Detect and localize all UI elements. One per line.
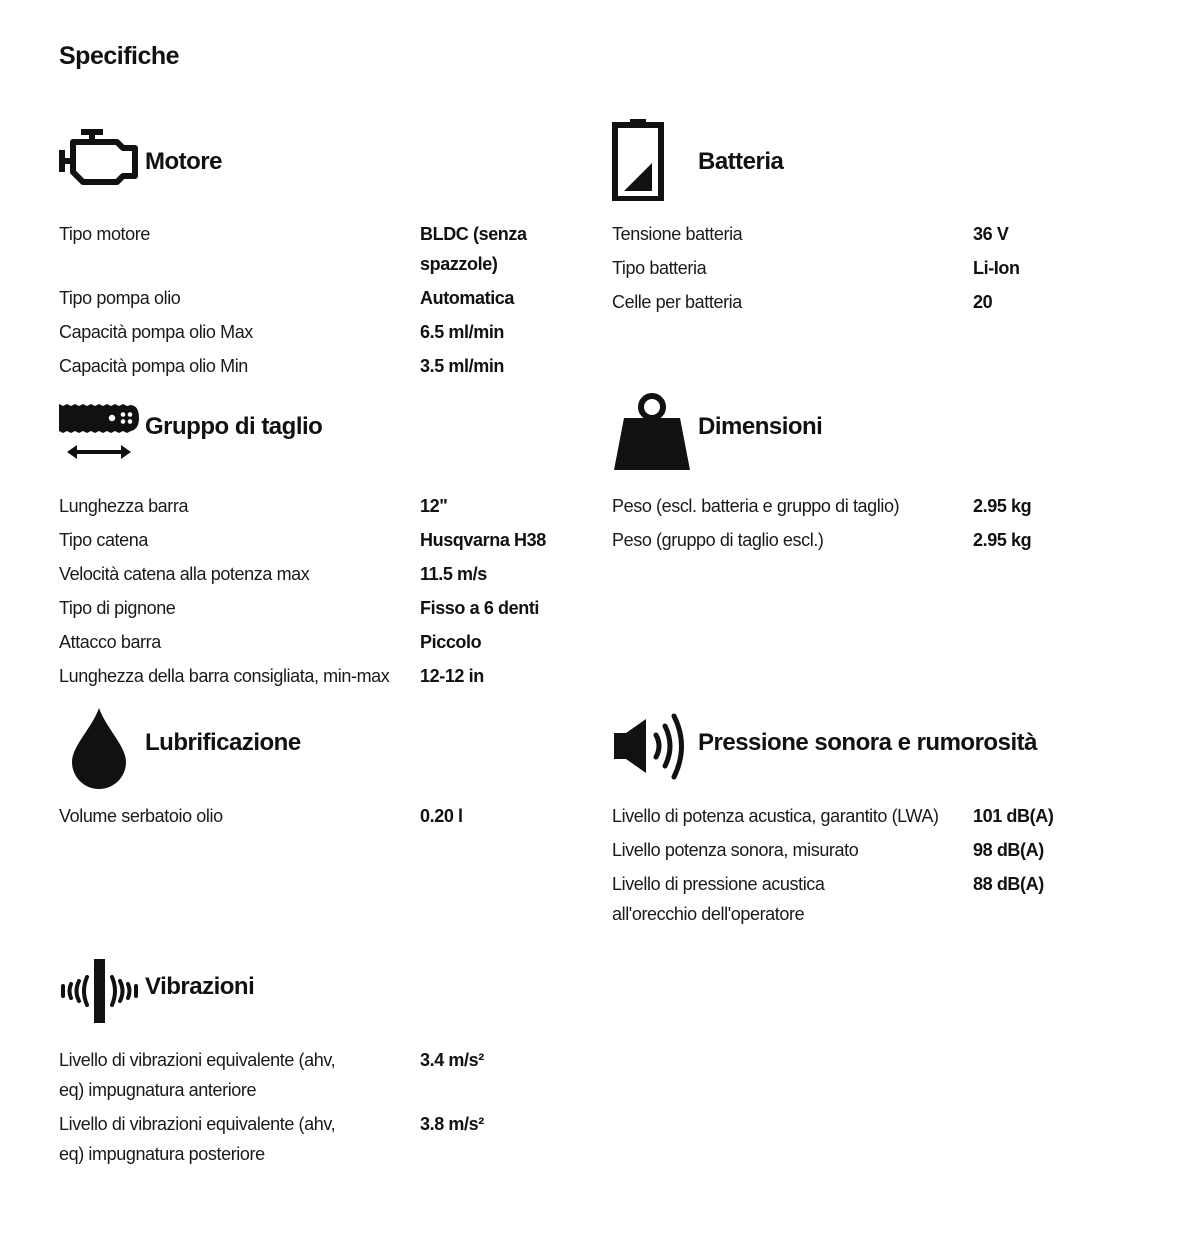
spec-label: Tipo batteria	[612, 258, 707, 278]
spec-value: 12-12 in	[420, 666, 484, 686]
spec-row	[612, 253, 1112, 283]
spec-row	[612, 491, 1112, 521]
spec-value: 101 dB(A)	[973, 806, 1054, 826]
spec-label: Peso (escl. batteria e gruppo di taglio)	[612, 496, 900, 516]
spec-label: Lunghezza della barra consigliata, min-max	[59, 666, 390, 686]
spec-value: Fisso a 6 denti	[420, 598, 540, 618]
section-gruppo-taglio	[59, 396, 559, 695]
spec-value: 3.8 m/s²	[420, 1114, 484, 1134]
spec-value: 11.5 m/s	[420, 564, 487, 584]
section-dimensioni	[612, 392, 1112, 559]
spec-label: Livello di vibrazioni equivalente (ahv, eq) impugnatura posteriore	[59, 1114, 336, 1164]
spec-value: Piccolo	[420, 632, 482, 652]
spec-label: Livello di vibrazioni equivalente (ahv, eq) impugnatura anteriore	[59, 1050, 336, 1100]
spec-row	[59, 801, 559, 831]
section-rumorosita	[612, 711, 1112, 933]
spec-label: Tipo di pignone	[59, 598, 176, 618]
spec-value: 2.95 kg	[973, 530, 1032, 550]
spec-label: Lunghezza barra	[59, 496, 189, 516]
spec-row	[612, 219, 1112, 249]
spec-value: 20	[973, 292, 993, 312]
engine-icon	[59, 124, 141, 188]
section-lubrificazione	[59, 706, 559, 835]
section-title-gruppo-taglio: Gruppo di taglio	[145, 413, 323, 440]
spec-label: Capacità pompa olio Min	[59, 356, 248, 376]
section-title-vibrazioni: Vibrazioni	[145, 973, 255, 1000]
spec-row	[612, 287, 1112, 317]
spec-list-dimensioni	[612, 491, 1112, 555]
spec-value: Husqvarna H38	[420, 530, 546, 550]
spec-row	[59, 593, 559, 623]
spec-list-rumorosita	[612, 801, 1112, 929]
spec-list-motore	[59, 219, 559, 381]
spec-label: Livello di pressione acustica all'orecchio dell'operatore	[612, 874, 825, 924]
oil-drop-icon	[59, 706, 139, 790]
spec-label: Tensione batteria	[612, 224, 743, 244]
spec-label: Tipo pompa olio	[59, 288, 181, 308]
speaker-icon	[612, 711, 692, 781]
spec-value: 6.5 ml/min	[420, 322, 505, 342]
section-title-rumorosita: Pressione sonora e rumorosità	[698, 729, 1037, 756]
spec-label: Capacità pompa olio Max	[59, 322, 253, 342]
spec-row	[59, 283, 559, 313]
vibration-icon	[59, 957, 141, 1025]
spec-value: 2.95 kg	[973, 496, 1032, 516]
section-title-lubrificazione: Lubrificazione	[145, 729, 301, 756]
spec-label: Livello di potenza acustica, garantito (LWA)	[612, 806, 939, 826]
spec-list-vibrazioni	[59, 1045, 559, 1169]
spec-label: Attacco barra	[59, 632, 161, 652]
spec-row	[612, 525, 1112, 555]
spec-row	[612, 869, 1112, 929]
spec-value: 3.4 m/s²	[420, 1050, 484, 1070]
spec-row	[59, 525, 559, 555]
spec-row	[59, 317, 559, 347]
chainsaw-bar-icon	[59, 396, 141, 466]
spec-label: Volume serbatoio olio	[59, 806, 223, 826]
spec-value: 98 dB(A)	[973, 840, 1044, 860]
spec-label: Livello potenza sonora, misurato	[612, 840, 859, 860]
spec-label: Tipo motore	[59, 224, 150, 244]
spec-row	[612, 801, 1112, 831]
spec-value: Li-Ion	[973, 258, 1020, 278]
spec-row	[59, 1109, 559, 1169]
section-title-batteria: Batteria	[698, 148, 784, 175]
battery-icon	[612, 119, 664, 201]
section-batteria	[612, 119, 1112, 321]
spec-value: BLDC (senza spazzole)	[420, 224, 527, 274]
page-title: Specifiche	[59, 42, 180, 70]
spec-row	[59, 351, 559, 381]
spec-row	[59, 491, 559, 521]
spec-value: 88 dB(A)	[973, 874, 1044, 894]
spec-row	[59, 661, 559, 691]
spec-label: Peso (gruppo di taglio escl.)	[612, 530, 824, 550]
spec-list-gruppo-taglio	[59, 491, 559, 691]
section-motore	[59, 124, 559, 385]
spec-list-lubrificazione	[59, 801, 559, 831]
section-vibrazioni	[59, 957, 559, 1173]
spec-value: Automatica	[420, 288, 515, 308]
section-title-dimensioni: Dimensioni	[698, 413, 823, 440]
spec-label: Velocità catena alla potenza max	[59, 564, 310, 584]
spec-row	[59, 1045, 559, 1105]
spec-row	[59, 219, 559, 279]
spec-value: 3.5 ml/min	[420, 356, 505, 376]
spec-row	[612, 835, 1112, 865]
spec-value: 0.20 l	[420, 806, 463, 826]
spec-label: Celle per batteria	[612, 292, 742, 312]
spec-label: Tipo catena	[59, 530, 148, 550]
spec-list-batteria	[612, 219, 1112, 317]
spec-row	[59, 627, 559, 657]
section-title-motore: Motore	[145, 148, 222, 175]
spec-value: 12"	[420, 496, 448, 516]
weight-icon	[612, 392, 692, 472]
spec-value: 36 V	[973, 224, 1009, 244]
spec-row	[59, 559, 559, 589]
